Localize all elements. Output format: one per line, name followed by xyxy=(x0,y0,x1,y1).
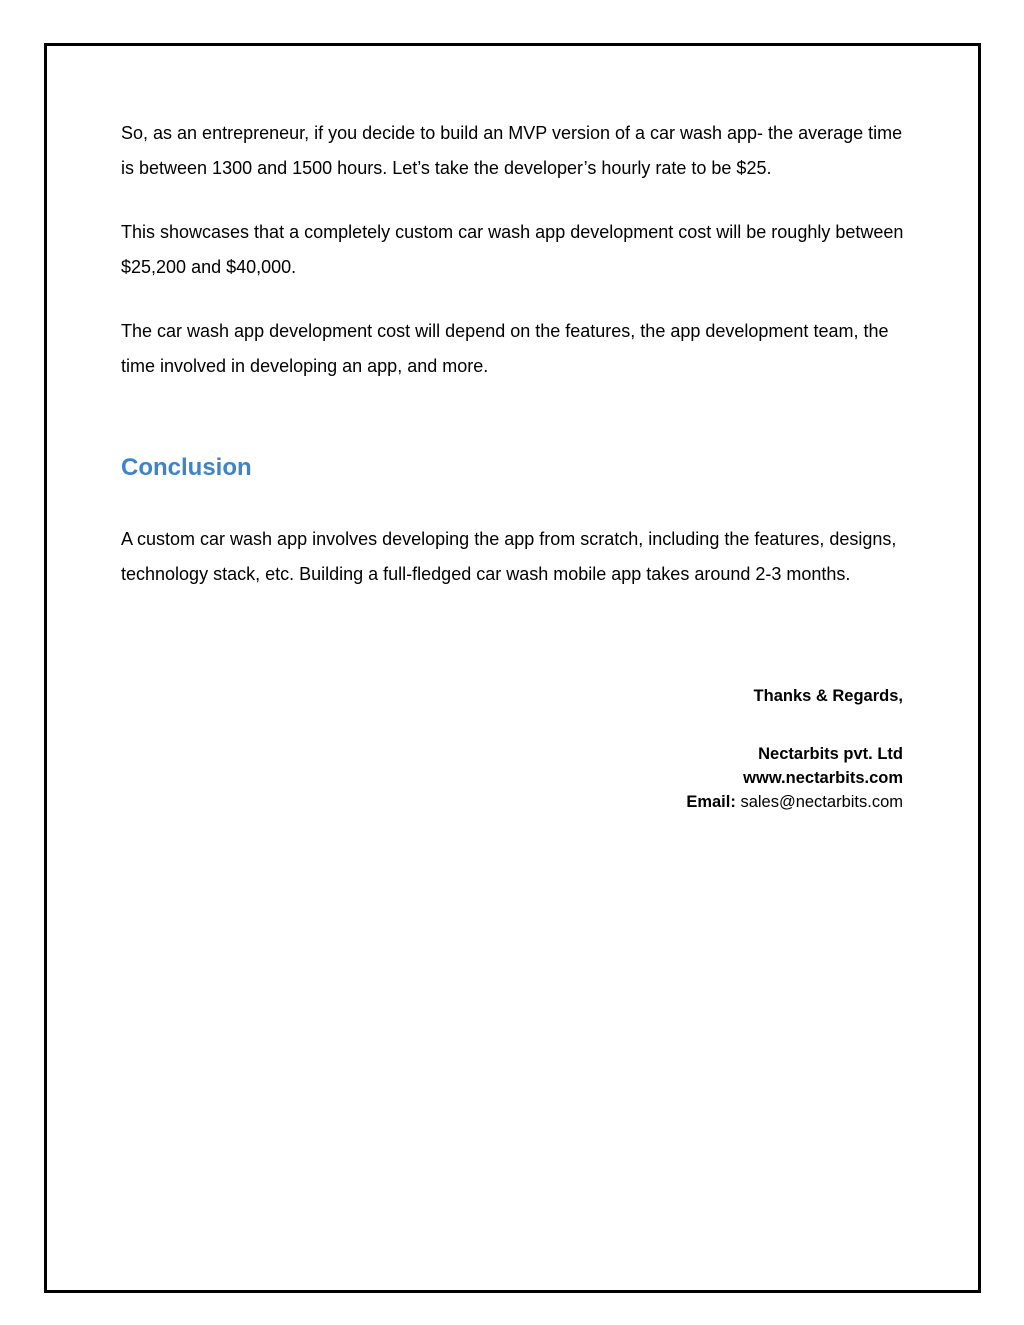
paragraph-conclusion: A custom car wash app involves developing the app from scratch, including the features, designs, technology stack, etc. Building a full-fledged car wash mobile app takes around 2-3 months. xyxy=(121,529,897,584)
signature-block xyxy=(686,684,903,814)
paragraph-mvp-estimate: So, as an entrepreneur, if you decide to build an MVP version of a car wash app- the average time is between 1300 and 1500 hours. Let’s take the developer’s hourly rate to be $25. xyxy=(121,123,903,178)
email-line xyxy=(686,790,903,814)
email-address-link[interactable]: sales@nectarbits.com xyxy=(740,793,903,811)
company-name: Nectarbits pvt. Ltd xyxy=(758,745,903,763)
conclusion-heading: Conclusion xyxy=(121,454,252,481)
signoff-greeting: Thanks & Regards, xyxy=(753,687,903,705)
document-body xyxy=(121,116,911,584)
email-label: Email: xyxy=(686,793,736,811)
paragraph-cost-factors: The car wash app development cost will depend on the features, the app development team, the time involved in developing an app, and more. xyxy=(121,321,889,376)
paragraph-cost-range: This showcases that a completely custom car wash app development cost will be roughly between $25,200 and $40,000. xyxy=(121,222,904,277)
website-link[interactable]: www.nectarbits.com xyxy=(743,769,903,787)
